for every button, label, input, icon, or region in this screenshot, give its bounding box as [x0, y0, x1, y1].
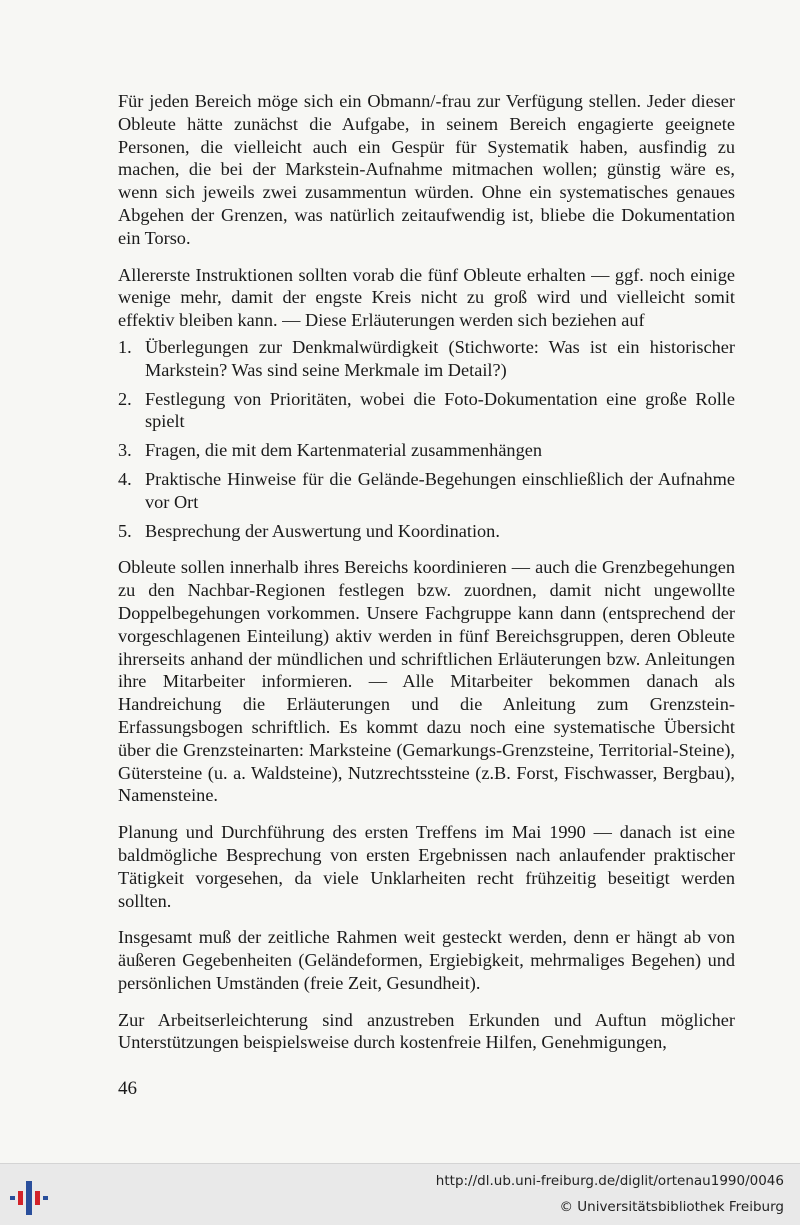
paragraph-4: Planung und Durchführung des ersten Treffens im Mai 1990 — danach ist eine baldmögliche Besprechung von ersten Ergebnissen nach anlaufender praktischer Tätigkeit vorgesehen, da viele Unklarheiten recht frühzeitig beseitigt werden sollten.	[118, 822, 735, 911]
list-item-number: 1.	[118, 336, 132, 357]
paragraph-1: Für jeden Bereich möge sich ein Obmann/-frau zur Verfügung stellen. Jeder dieser Obleute hätte zunächst die Aufgabe, in seinem Bereich engagierte geeignete Personen, die vielleicht auch ein Gespür für Systematik haben, ausfindig zu machen, die bei der Markstein-Aufnahme mitmachen wollen; günstig wäre es, wenn sich jeweils zwei zusammentun würden. Ohne ein systematisches genaues Abgehen der Grenzen, was natürlich zeitaufwendig ist, bliebe die Dokumentation ein Torso.	[118, 91, 735, 248]
list-item-number: 2.	[118, 388, 132, 409]
list-item	[118, 520, 735, 543]
list-item-number: 3.	[118, 440, 132, 461]
list-item	[118, 468, 735, 514]
list-item-text: Festlegung von Prioritäten, wobei die Foto-Dokumentation eine große Rolle spielt	[145, 388, 735, 432]
copyright-notice: © Universitätsbibliothek Freiburg	[559, 1199, 784, 1215]
list-item-text: Praktische Hinweise für die Gelände-Begehungen einschließlich der Aufnahme vor Ort	[145, 468, 735, 512]
list-item-number: 4.	[118, 468, 132, 489]
list-item	[118, 336, 735, 382]
ub-freiburg-logo-icon[interactable]	[8, 1177, 54, 1217]
list-item-number: 5.	[118, 520, 132, 541]
numbered-list	[118, 336, 735, 542]
list-item-text: Überlegungen zur Denkmalwürdigkeit (Stichworte: Was ist ein historischer Markstein? Was sind seine Merkmale im Detail?)	[145, 336, 735, 380]
paragraph-6: Zur Arbeitserleichterung sind anzustreben Erkunden und Auftun möglicher Unterstützungen beispielsweise durch kostenfreie Hilfen, Genehmigungen,	[118, 1009, 735, 1053]
list-item-text: Fragen, die mit dem Kartenmaterial zusammenhängen	[145, 440, 542, 461]
paragraph-2: Allererste Instruktionen sollten vorab die fünf Obleute erhalten — ggf. noch einige wenige mehr, damit der engste Kreis nicht zu groß wird und vielleicht somit effektiv bleiben kann. — Diese Erläuterungen werden sich beziehen auf	[118, 264, 735, 331]
page-body	[118, 90, 735, 1068]
list-item-text: Besprechung der Auswertung und Koordination.	[145, 520, 500, 541]
paragraph-5: Insgesamt muß der zeitliche Rahmen weit gesteckt werden, denn er hängt ab von äußeren Gegebenheiten (Geländeformen, Ergiebigkeit, mehrmaliges Begehen) und persönlichen Umständen (freie Zeit, Gesundheit).	[118, 927, 735, 993]
list-item	[118, 439, 735, 462]
page-number: 46	[118, 1078, 137, 1099]
paragraph-3: Obleute sollen innerhalb ihres Bereichs koordinieren — auch die Grenzbegehungen zu den Nachbar-Regionen festlegen bzw. zuordnen, damit nicht ungewollte Doppelbegehungen vorkommen. Unsere Fachgruppe kann dann (entsprechend der vorgeschlagenen Einteilung) aktiv werden in fünf Bereichsgruppen, deren Obleute ihrerseits anhand der mündlichen und schriftlichen Erläuterungen bzw. Anleitungen ihre Mitarbeiter informieren. — Alle Mitarbeiter bekommen danach als Handreichung die Erläuterungen und die Anleitung zum Grenzstein-Erfassungsbogen schriftlich. Es kommt dazu noch eine systematische Übersicht über die Grenzsteinarten: Marksteine (Gemarkungs-Grenzsteine, Territorial-Steine), Gütersteine (u. a. Waldsteine), Nutzrechtssteine (z.B. Forst, Fischwasser, Bergbau), Namensteine.	[118, 557, 735, 806]
list-item	[118, 388, 735, 434]
library-footer	[0, 1163, 800, 1225]
source-url-link[interactable]: http://dl.ub.uni-freiburg.de/diglit/ortenau1990/0046	[435, 1173, 784, 1189]
